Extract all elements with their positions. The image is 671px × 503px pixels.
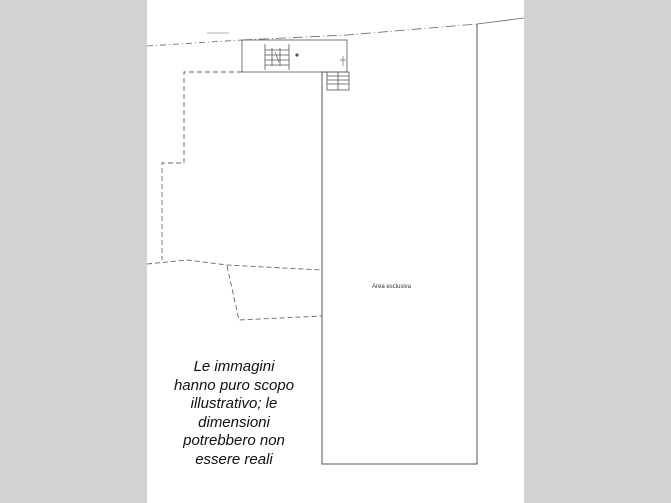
disclaimer-line-3: illustrativo; le: [190, 395, 278, 412]
disclaimer-line-6: essere reali: [195, 450, 273, 468]
disclaimer-text: [159, 358, 309, 469]
disclaimer-line-1: Le immagini: [193, 358, 275, 375]
floor-plan-sheet: [147, 0, 524, 503]
stair-block: [242, 40, 349, 90]
area-label: Area esclusiva: [372, 284, 412, 290]
left-building-dashed: [147, 72, 322, 320]
top-boundary-line: [147, 18, 524, 46]
disclaimer-line-2: hanno puro scopo: [173, 376, 295, 394]
disclaimer-line-5: potrebbero non: [183, 432, 285, 449]
disclaimer-line-4: dimensioni: [198, 413, 270, 431]
